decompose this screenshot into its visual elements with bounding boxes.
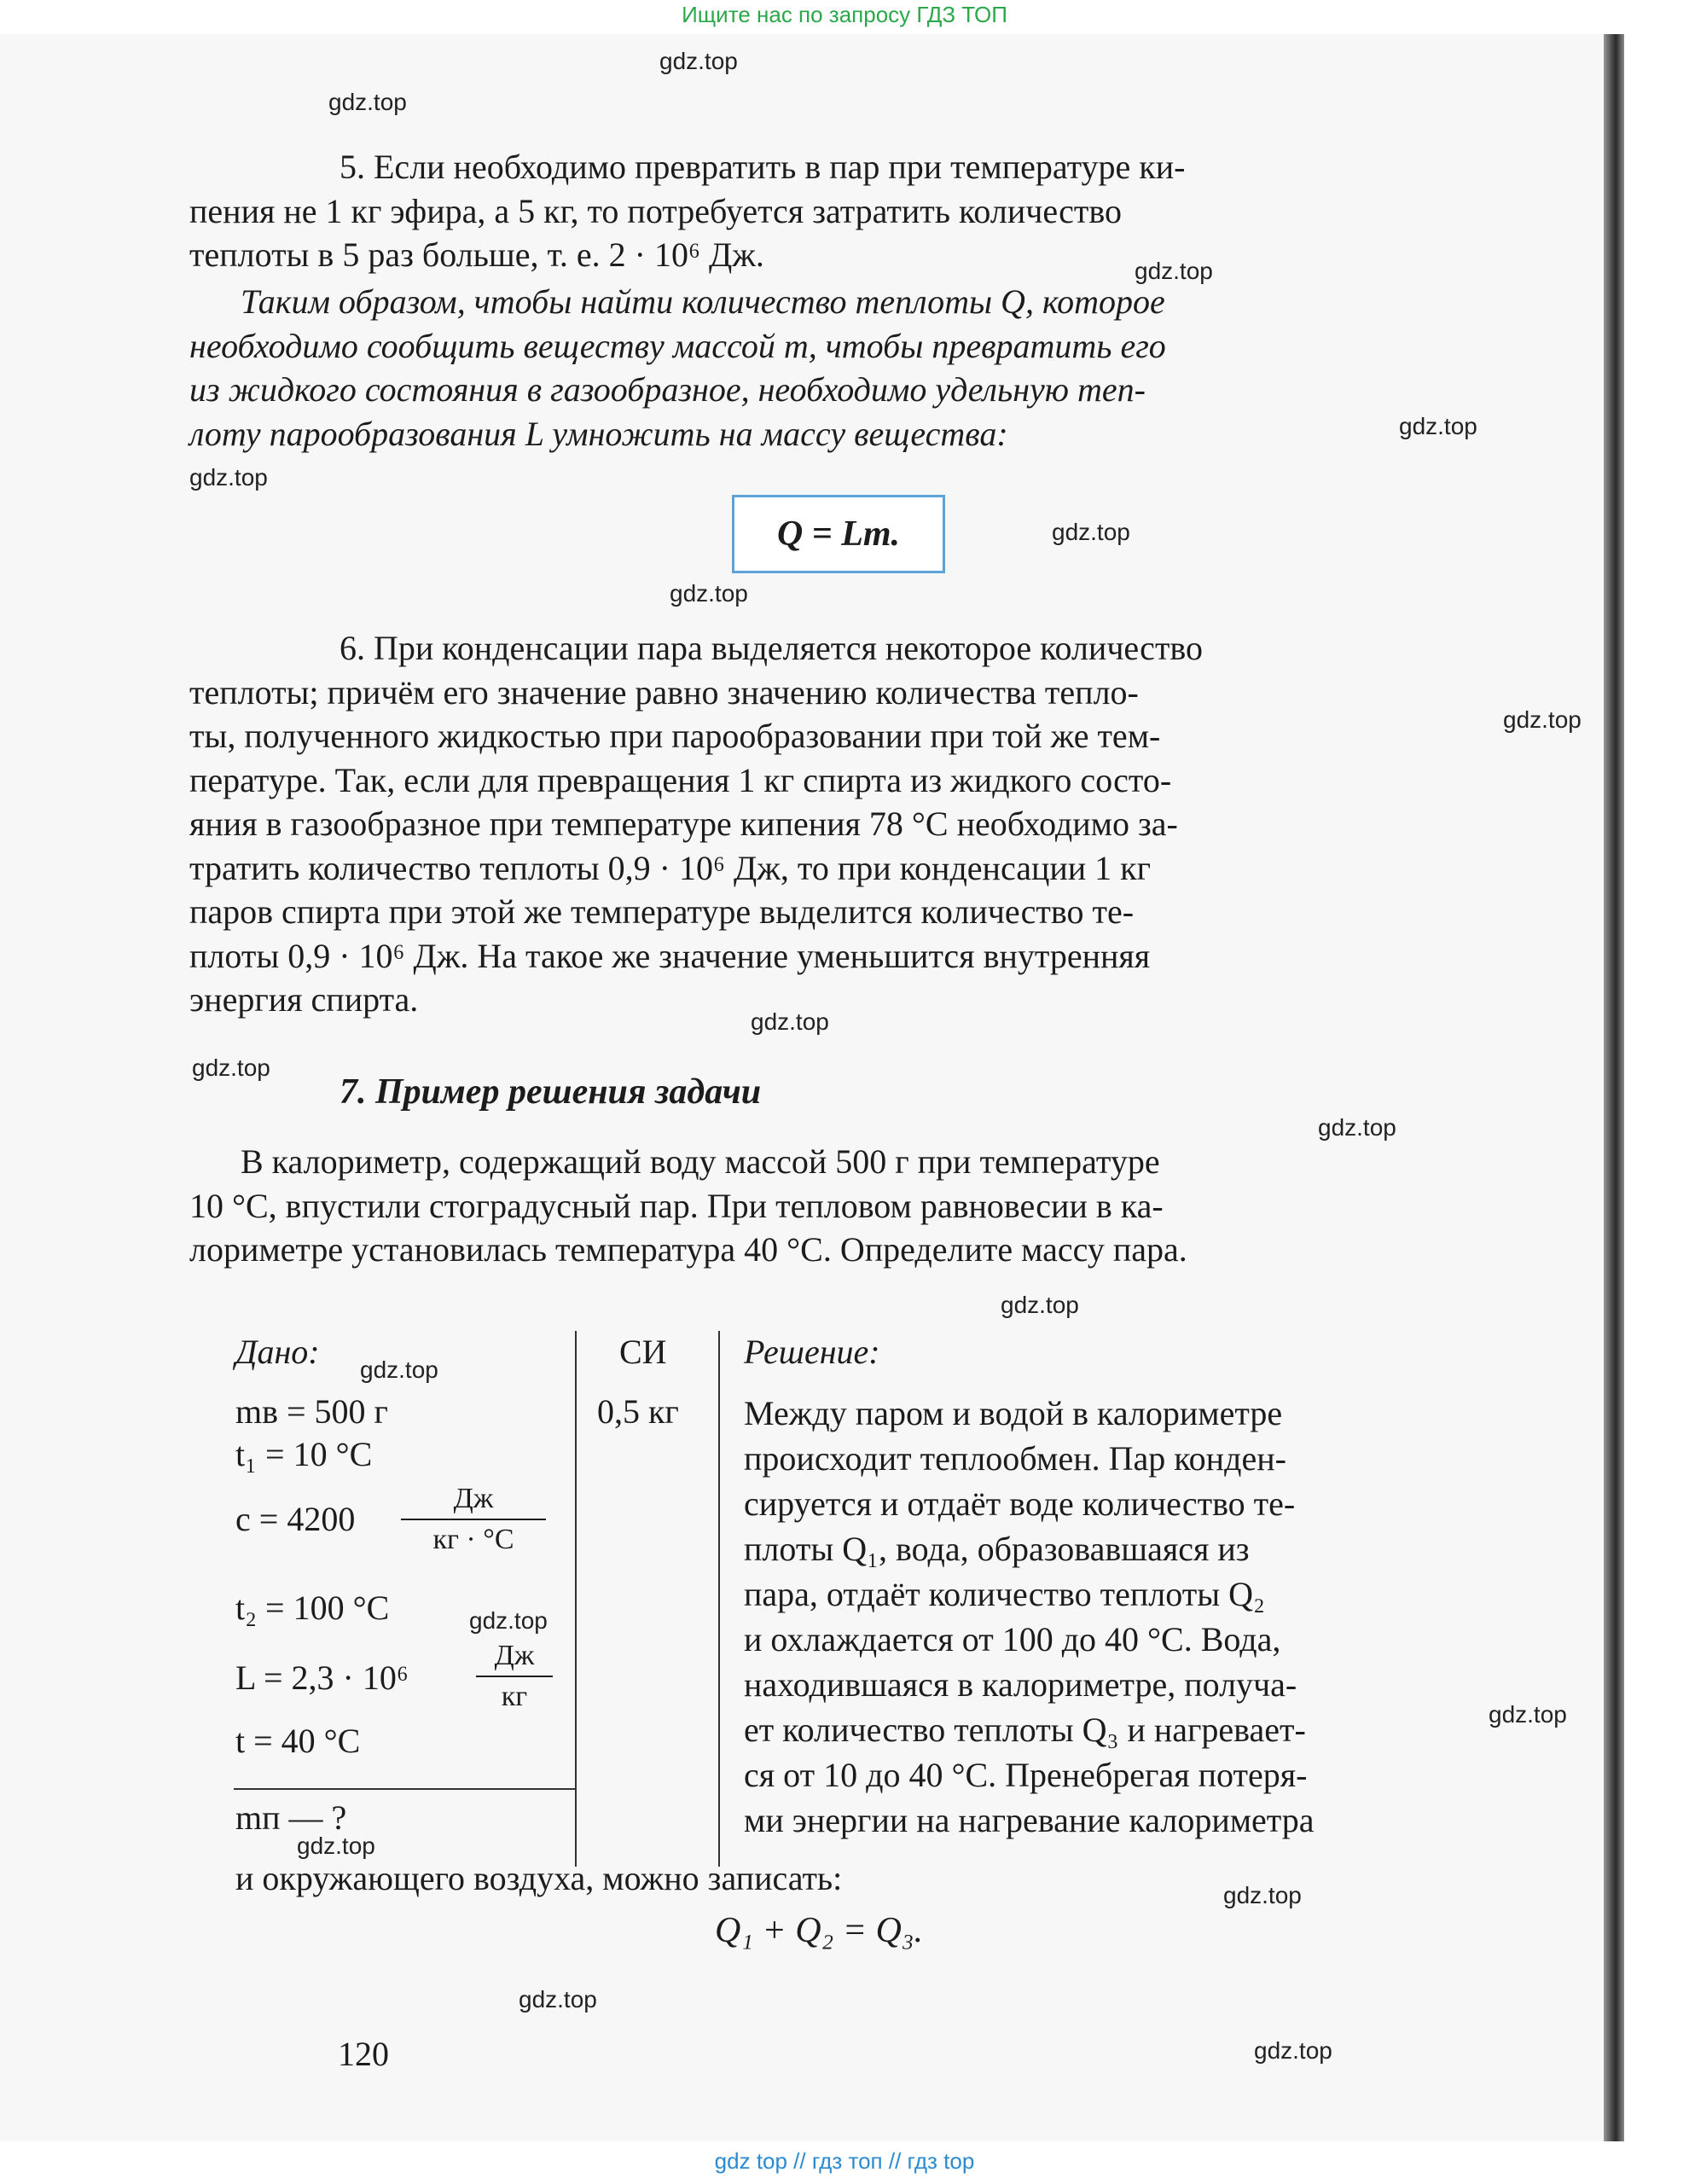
solution-tail [235,1856,1496,1901]
paragraph-line: паров спирта при этой же температуре выделится количество те- [189,892,1135,931]
paragraph-line: ся от 10 до 40 °С. Пренебрегая потеря- [744,1756,1308,1794]
given-item: mв = 500 г [235,1392,388,1431]
given-item: t₂ = 100 °С [235,1589,390,1627]
watermark: gdz.top [297,1833,375,1859]
watermark: gdz.top [519,1986,597,2013]
paragraph-line: теплоты; причём его значение равно значению количества тепло- [189,672,1139,712]
watermark: gdz.top [1399,413,1477,439]
paragraph-line: ми энергии на нагревание калориметра [744,1801,1315,1839]
unit-fraction [401,1483,546,1556]
section-heading: 7. Пример решения задачи [340,1072,762,1112]
given-underline [234,1788,575,1790]
paragraph-line: и окружающего воздуха, можно записать: [235,1859,843,1897]
paragraph-line: энергия спирта. [189,980,419,1019]
paragraph-line: пения не 1 кг эфира, а 5 кг, то потребуется затратить количество [189,191,1122,230]
formula-box: Q = Lm. [732,495,945,573]
paragraph-line: плоты Q₁, вода, образовавшаяся из [744,1530,1250,1568]
paragraph-line: 10 °С, впустили стоградусный пар. При тепловом равновесии в ка- [189,1186,1164,1225]
unit-fraction [476,1640,553,1713]
given-title: Дано: [235,1333,320,1371]
paragraph-line: пературе. Так, если для превращения 1 кг спирта из жидкого состо- [189,760,1172,799]
watermark: gdz.top [360,1356,438,1383]
paragraph-line: Таким образом, чтобы найти количество теплоты Q, которое [241,282,1165,321]
watermark: gdz.top [328,89,407,115]
si-title: СИ [619,1333,667,1371]
fraction-bar [476,1676,553,1677]
book-spine-shadow [1604,34,1624,2141]
paragraph-line: и охлаждается от 100 до 40 °С. Вода, [744,1620,1281,1658]
paragraph-line: 5. Если необходимо превратить в пар при температуре ки- [340,148,1186,186]
given-item: t₁ = 10 °С [235,1435,373,1473]
solution-text [744,1391,1496,1843]
given-item: t = 40 °С [235,1722,361,1760]
divider-given-si [575,1331,577,1867]
si-value: 0,5 кг [597,1392,679,1431]
paragraph-line: сируется и отдаёт воде количество те- [744,1484,1296,1523]
watermark: gdz.top [670,580,748,607]
heat-balance-equation: Q₁ + Q₂ = Q₃. [715,1911,923,1950]
paragraph-line: 6. При конденсации пара выделяется некоторое количество [340,629,1204,667]
given-unknown: mп — ? [235,1798,347,1837]
paragraph-line: Между паром и водой в калориметре [744,1394,1283,1432]
paragraph-line: происходит теплообмен. Пар конден- [744,1439,1286,1478]
watermark: gdz.top [659,48,738,74]
divider-si-solution [718,1331,720,1867]
problem-statement [189,1140,1496,1272]
unit-numerator: Дж [494,1640,535,1671]
watermark: gdz.top [1318,1114,1396,1141]
unit-numerator: Дж [453,1483,494,1514]
unit-denominator: кг [501,1681,528,1712]
watermark: gdz.top [1489,1701,1567,1728]
paragraph-line: тратить количество теплоты 0,9 · 10⁶ Дж, то при конденсации 1 кг [189,848,1152,887]
watermark: gdz.top [1223,1882,1302,1908]
paragraph-line: теплоты в 5 раз больше, т. е. 2 · 10⁶ Дж. [189,235,764,274]
paragraph-line: плоты 0,9 · 10⁶ Дж. На такое же значение уменьшится внутренняя [189,936,1151,975]
watermark: gdz.top [469,1607,548,1634]
unit-denominator: кг · °С [432,1524,514,1555]
watermark: gdz.top [189,464,268,491]
paragraph-6 [189,626,1496,1022]
given-item: L = 2,3 · 10⁶ [235,1658,409,1697]
paragraph-line: находившаяся в калориметре, получа- [744,1665,1297,1704]
watermark: gdz.top [1052,519,1130,545]
paragraph-5 [189,145,1496,277]
paragraph-line: яния в газообразное при температуре кипения 78 °С необходимо за- [189,804,1178,843]
paragraph-line: из жидкого состояния в газообразное, необходимо удельную теп- [189,370,1146,409]
page-number: 120 [338,2035,389,2073]
solution-title: Решение: [744,1333,880,1371]
paragraph-line: необходимо сообщить веществу массой m, чтобы превратить его [189,326,1166,365]
watermark: gdz.top [1001,1292,1079,1318]
paragraph-line: ты, полученного жидкостью при парообразовании при той же тем- [189,717,1161,755]
watermark: gdz.top [1503,706,1582,733]
bottom-banner[interactable]: gdz top // гдз топ // гдз top [714,2148,975,2174]
watermark: gdz.top [751,1008,829,1035]
watermark: gdz.top [1135,258,1213,284]
paragraph-line: пара, отдаёт количество теплоты Q₂ [744,1575,1265,1613]
paragraph-line: лориметре установилась температура 40 °С. Определите массу пара. [189,1230,1187,1269]
given-item: c = 4200 [235,1500,356,1538]
paragraph-line: ет количество теплоты Q₃ и нагревает- [744,1711,1306,1749]
watermark: gdz.top [192,1054,270,1081]
top-banner[interactable]: Ищите нас по запросу ГДЗ ТОП [682,2,1007,27]
watermark: gdz.top [1254,2037,1332,2064]
paragraph-line: В калориметр, содержащий воду массой 500 г при температуре [241,1142,1160,1181]
fraction-bar [401,1519,546,1520]
paragraph-line: лоту парообразования L умножить на массу вещества: [189,414,1008,453]
rule-paragraph [189,280,1496,456]
